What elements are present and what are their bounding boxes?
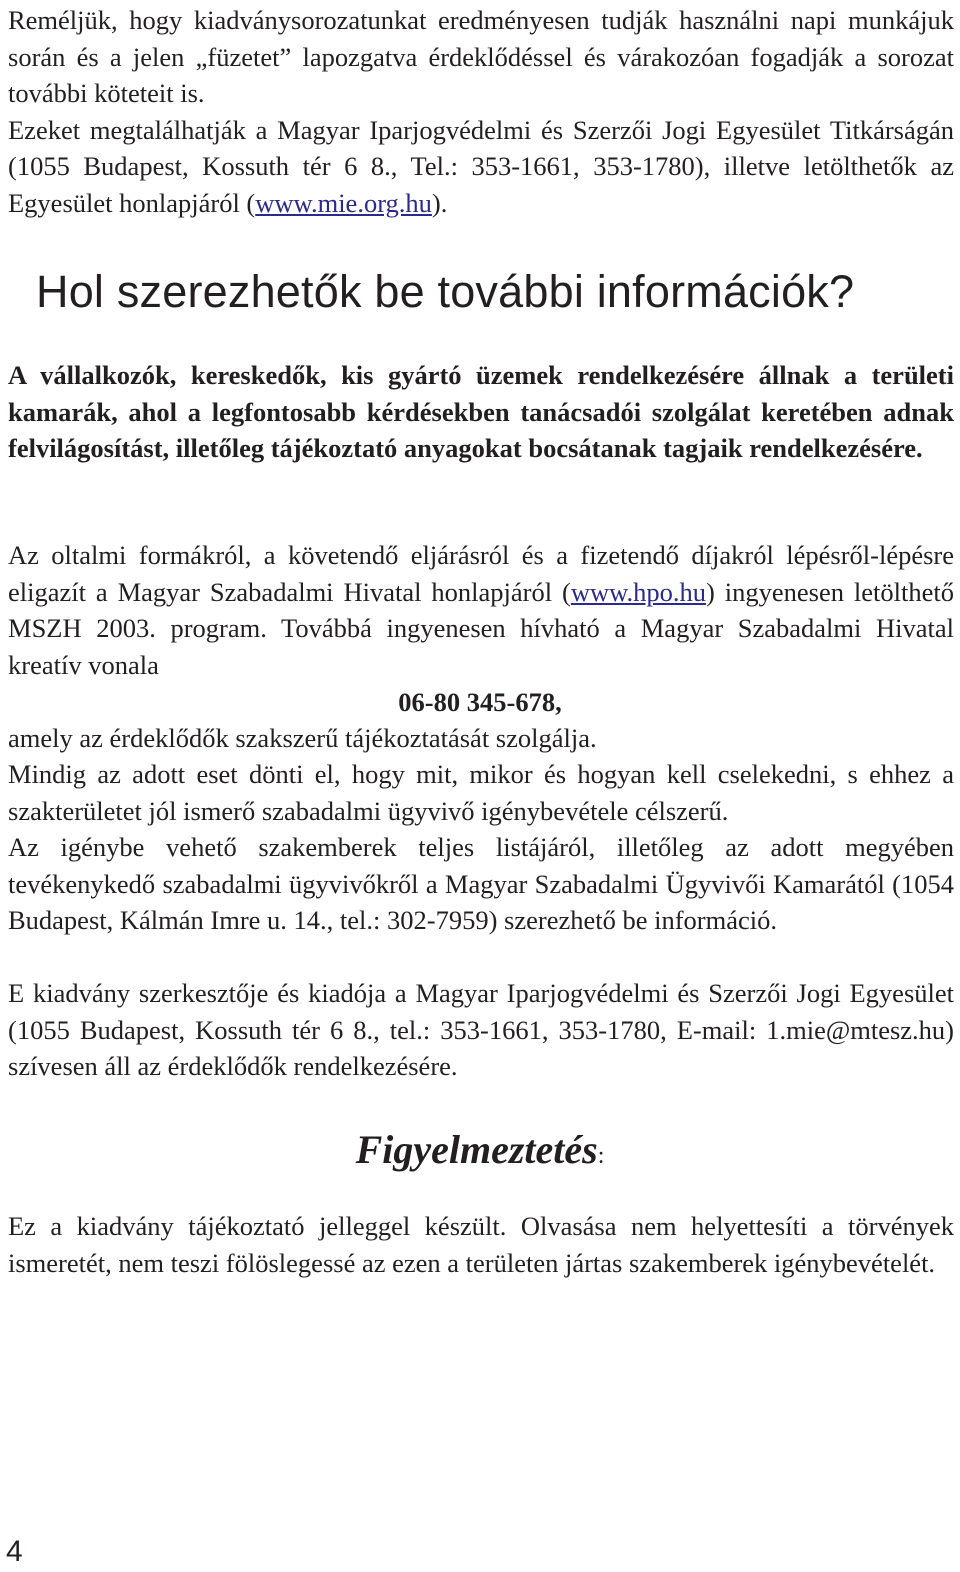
chambers-paragraph: A vállalkozók, kereskedők, kis gyártó üzemek rendelkezésére állnak a területi kamarák, ahol a legfontosabb kérdésekben tanácsadói szolgálat keretében adnak felvilágosítást, illetőleg tájékoztató anyagokat bocsátanak tagjaik rendelkezésére. xyxy=(8,360,954,464)
mszh-program-text: ) ingyenesen letölthető MSZH 2003. program. Továbbá ingyenesen hívható a Magyar Szabadalmi Hivatal kreatív vonala xyxy=(8,576,954,680)
intro-closing: ). xyxy=(431,187,448,218)
hotline-purpose-text: amely az érdeklődők szakszerű tájékoztatását szolgálja. xyxy=(8,723,597,753)
intro-location-text: Ezeket megtalálhatják a Magyar Iparjogvédelmi és Szerzői Jogi Egyesület Titkárságán (1055 Budapest, Kossuth tér 6 8., Tel.: 353-1661, 353-1780), illetve letölthetők az Egyesület honlapjáról ( xyxy=(8,114,954,218)
page-number: 4 xyxy=(6,1535,23,1568)
warning-heading xyxy=(0,1122,960,1184)
intro-text: Reméljük, hogy kiadványsorozatunkat eredményesen tudják használni napi munkájuk során és a jelen „füzetet” lapozgatva érdeklődéssel és várakozóan fogadják a sorozat további köteteit is. xyxy=(8,5,954,109)
warning-title: Figyelmeztetés xyxy=(355,1127,598,1172)
warning-paragraph: Ez a kiadvány tájékoztató jelleggel készült. Olvasása nem helyettesíti a törvények ismeretét, nem teszi fölöslegessé az ezen a területen jártas szakemberek igénybevételét. xyxy=(8,1211,954,1278)
mszh-intro-text: Az oltalmi formákról, a követendő eljárásról és a fizetendő díjakról lépésről-lépésre eligazít a Magyar Szabadalmi Hivatal honlapjáról ( xyxy=(8,540,954,607)
mie-website-link[interactable]: www.mie.org.hu xyxy=(255,187,432,218)
attorneys-paragraph: Az igénybe vehető szakemberek teljes listájáról, illetőleg az adott megyében tevékenykedő szabadalmi ügyvivőkről a Magyar Szabadalmi Ügyvivői Kamarától (1054 Budapest, Kálmán Imre u. 14., tel.: 302-7959) szerezhető be információ. xyxy=(8,832,954,936)
warning-colon: : xyxy=(597,1143,605,1169)
editor-paragraph: E kiadvány szerkesztője és kiadója a Magyar Iparjogvédelmi és Szerzői Jogi Egyesület (1055 Budapest, Kossuth tér 6 8., tel.: 353-1661, 353-1780, E-mail: 1.mie@mtesz.hu) szívesen áll az érdeklődők rendelkezésére. xyxy=(8,978,954,1082)
hotline-number: 06-80 345-678, xyxy=(398,687,562,717)
hpo-website-link[interactable]: www.hpo.hu xyxy=(570,576,707,607)
decision-paragraph: Mindig az adott eset dönti el, hogy mit, mikor és hogyan kell cselekedni, s ehhez a szakterületet jól ismerő szabadalmi ügyvivő igénybevétele célszerű. xyxy=(8,759,954,826)
intro-paragraph xyxy=(8,2,954,222)
page-title: Hol szerezhetők be további információk? xyxy=(36,266,855,317)
mszh-paragraph xyxy=(8,537,954,683)
